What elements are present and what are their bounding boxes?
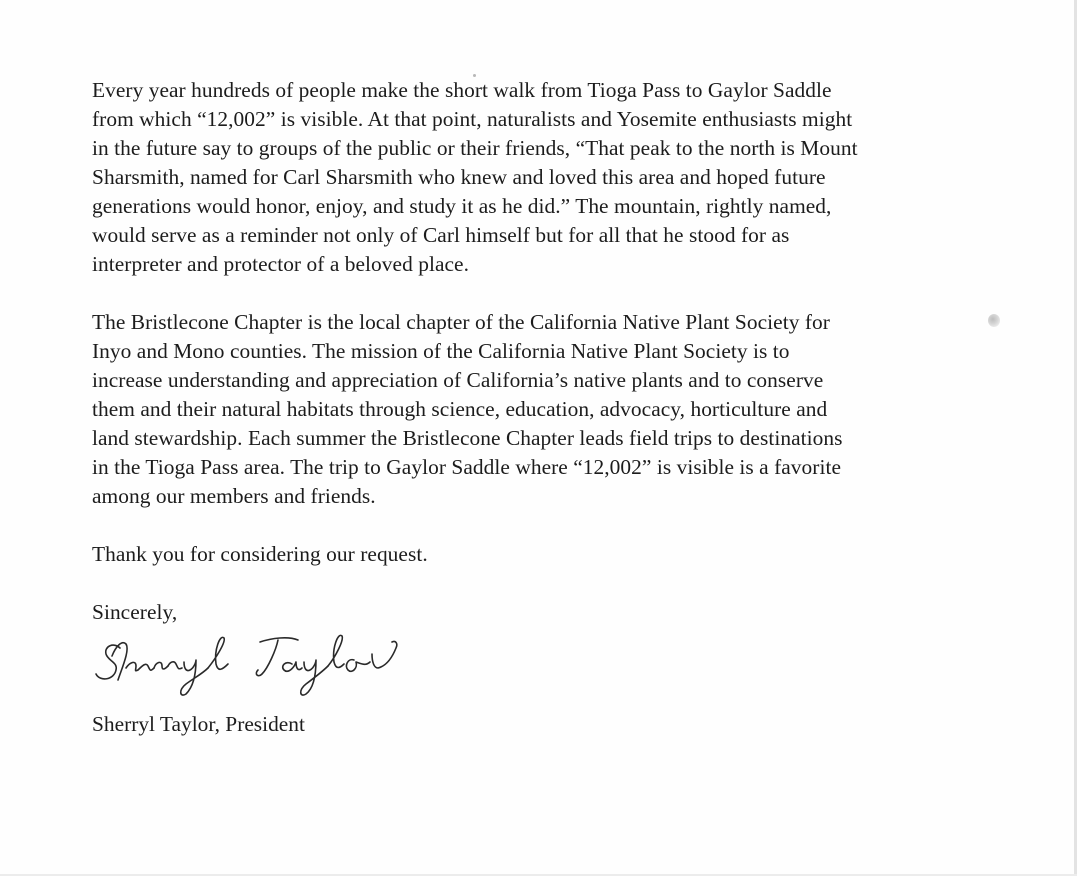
- text-line: would serve as a reminder not only of Carl himself but for all that he stood for as: [92, 223, 790, 247]
- signer-name-title: Sherryl Taylor, President: [92, 712, 305, 736]
- text-line: Sharsmith, named for Carl Sharsmith who knew and loved this area and hoped future: [92, 165, 826, 189]
- text-line: land stewardship. Each summer the Bristlecone Chapter leads field trips to destinations: [92, 426, 843, 450]
- text-line: Every year hundreds of people make the short walk from Tioga Pass to Gaylor Saddle: [92, 78, 832, 102]
- paragraph-spacer: [92, 511, 1012, 540]
- text-line: among our members and friends.: [92, 484, 376, 508]
- text-line: them and their natural habitats through science, education, advocacy, horticulture and: [92, 397, 828, 421]
- text-line: The Bristlecone Chapter is the local chapter of the California Native Plant Society for: [92, 310, 830, 334]
- closing-thanks: Thank you for considering our request.: [92, 542, 428, 566]
- letter-body: [92, 76, 1012, 627]
- paragraph-spacer: [92, 569, 1012, 598]
- text-line: from which “12,002” is visible. At that point, naturalists and Yosemite enthusiasts might: [92, 107, 853, 131]
- paragraph-mount-sharsmith: [92, 76, 1012, 279]
- text-line: generations would honor, enjoy, and study it as he did.” The mountain, rightly named,: [92, 194, 832, 218]
- text-line: Inyo and Mono counties. The mission of the California Native Plant Society is to: [92, 339, 790, 363]
- handwritten-signature: [92, 628, 412, 698]
- text-line: in the Tioga Pass area. The trip to Gaylor Saddle where “12,002” is visible is a favorite: [92, 455, 842, 479]
- valediction: Sincerely,: [92, 600, 178, 624]
- paragraph-spacer: [92, 279, 1012, 308]
- text-line: in the future say to groups of the public or their friends, “That peak to the north is Mount: [92, 136, 858, 160]
- text-line: increase understanding and appreciation of California’s native plants and to conserve: [92, 368, 824, 392]
- text-line: interpreter and protector of a beloved place.: [92, 252, 469, 276]
- paragraph-bristlecone-chapter: [92, 308, 1012, 511]
